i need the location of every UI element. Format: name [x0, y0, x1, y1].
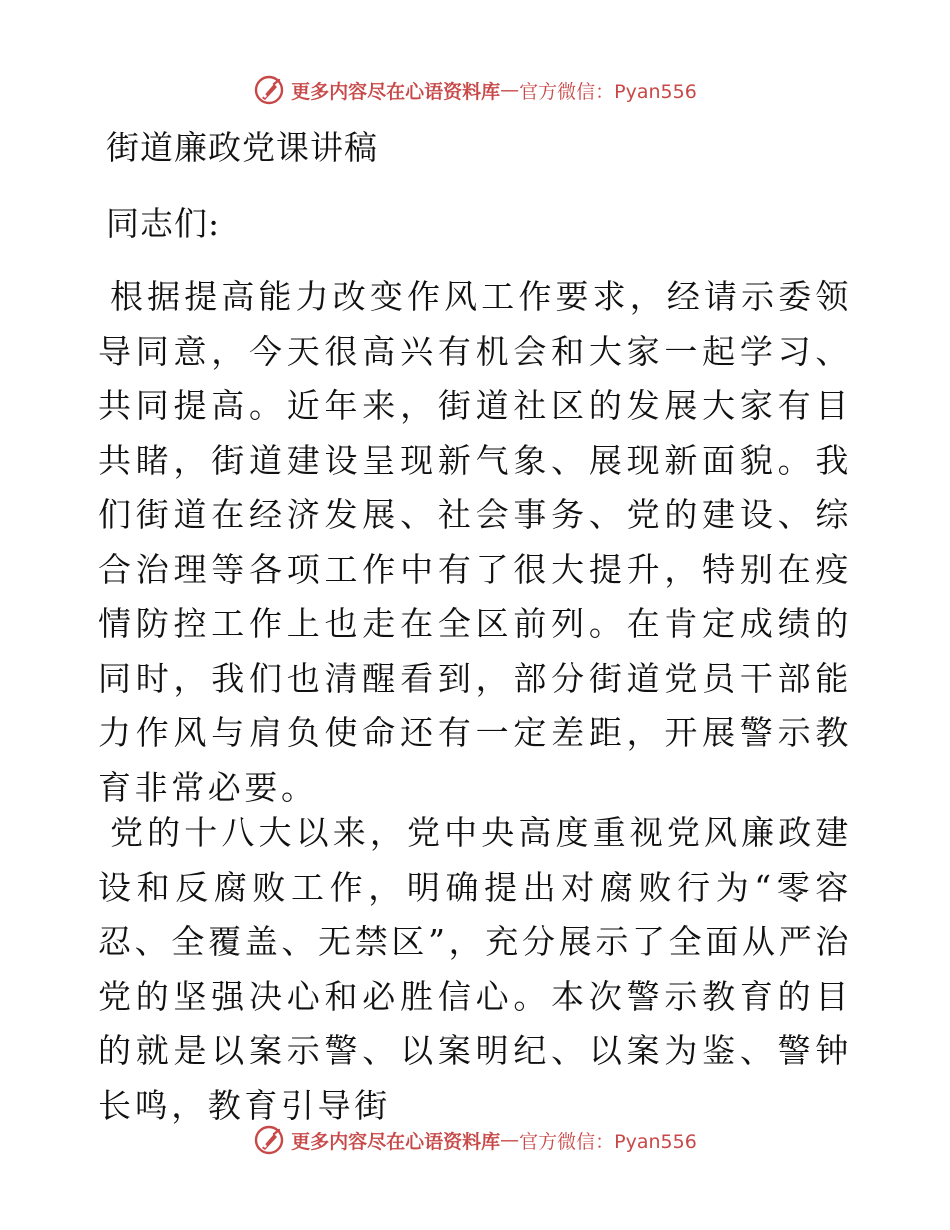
quill-pen-circle-icon: [253, 74, 285, 106]
watermark-separator: —: [500, 1129, 520, 1151]
watermark-text: 更多内容尽在心语资料库: [291, 80, 501, 103]
watermark-separator: —: [500, 79, 520, 101]
paragraph: 党的十八大以来，党中央高度重视党风廉政建设和反腐败工作，明确提出对腐败行为“零容忍、全覆盖、无禁区”，充分展示了全面从严治党的坚强决心和必胜信心。本次警示教育的目的就是以案示警、以案明纪、以案为鉴、警钟长鸣，教育引导街: [98, 813, 852, 1125]
paragraph: 根据提高能力改变作风工作要求，经请示委领导同意，今天很高兴有机会和大家一起学习、共同提高。近年来，街道社区的发展大家有目共睹，街道建设呈现新气象、展现新面貌。我们街道在经济发展、社会事务、党的建设、综合治理等各项工作中有了很大提升，特别在疫情防控工作上也走在全区前列。在肯定成绩的同时，我们也清醒看到，部分街道党员干部能力作风与肩负使命还有一定差距，开展警示教育非常必要。: [98, 277, 852, 807]
quill-pen-circle-icon: [253, 1124, 285, 1156]
watermark-wechat: 官方微信：Pyan556: [519, 1130, 697, 1153]
document-title: 街道廉政党课讲稿: [106, 128, 378, 167]
salutation: 同志们:: [106, 204, 221, 243]
header-watermark: [0, 70, 950, 110]
footer-watermark: [0, 1120, 950, 1160]
watermark-wechat: 官方微信：Pyan556: [519, 80, 697, 103]
watermark-text: 更多内容尽在心语资料库: [291, 1130, 501, 1153]
